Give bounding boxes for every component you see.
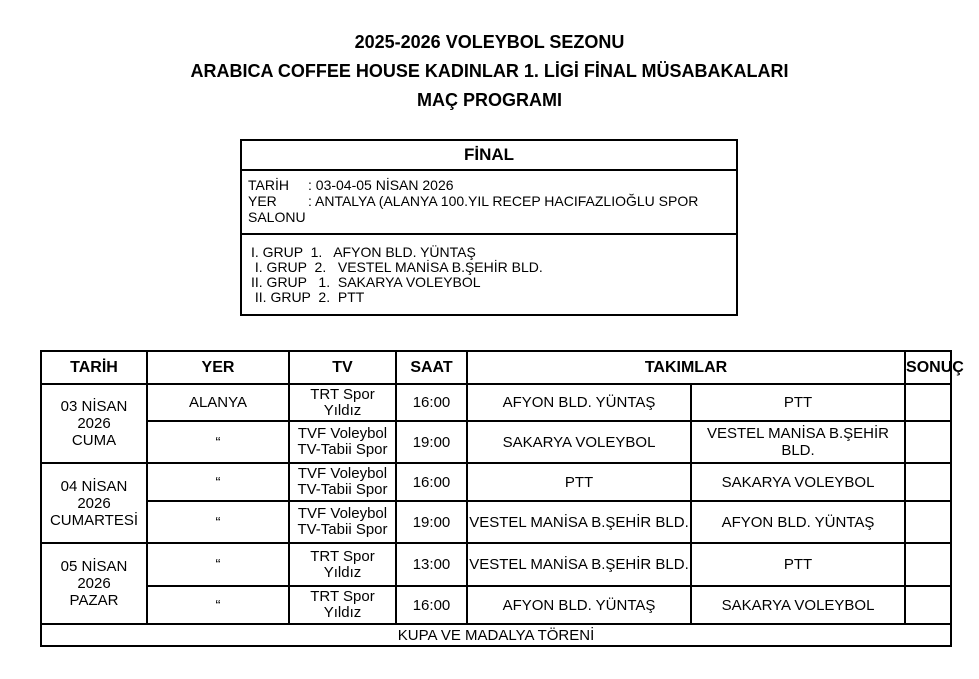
tv-cell [289, 384, 396, 421]
tv-channel: TRT Spor [310, 588, 375, 605]
home-team-cell: PTT [467, 463, 691, 501]
tv-cell [289, 463, 396, 501]
col-header-time: SAAT [396, 351, 467, 384]
home-team-cell: SAKARYA VOLEYBOL [467, 421, 691, 463]
day-year: 2026 [77, 415, 111, 432]
tv-channel: TRT Spor [310, 547, 375, 565]
tv-channel: Yıldız [323, 563, 362, 581]
table-row [41, 384, 951, 421]
place-cell: “ [147, 586, 289, 624]
day-year: 2026 [77, 494, 111, 512]
day-weekday: CUMA [71, 432, 117, 449]
header-program: MAÇ PROGRAMI [417, 90, 562, 110]
place-value: : ANTALYA (ALANYA 100.YIL RECEP HACIFAZLIOĞLU SPOR [308, 193, 699, 209]
result-cell [905, 586, 951, 624]
away-team-cell: PTT [691, 543, 905, 586]
group-entry: I. GRUP 1. AFYON BLD. YÜNTAŞ [251, 244, 476, 260]
result-cell [905, 384, 951, 421]
tv-channel: TV-Tabii Spor [297, 481, 388, 498]
tv-channel: Yıldız [323, 401, 362, 419]
time-cell: 19:00 [396, 421, 467, 463]
day-date: 05 NİSAN [60, 558, 128, 575]
time-cell: 16:00 [396, 384, 467, 421]
tv-channel: TV-Tabii Spor [297, 441, 388, 458]
day-date: 03 NİSAN [60, 398, 128, 415]
away-team-cell: PTT [691, 384, 905, 421]
tv-cell [289, 543, 396, 586]
time-cell: 13:00 [396, 543, 467, 586]
place-cell: ALANYA [147, 384, 289, 421]
ceremony-note: KUPA VE MADALYA TÖRENİ [41, 624, 951, 646]
group-list [242, 235, 736, 305]
day-date: 04 NİSAN [60, 477, 128, 495]
tv-cell [289, 501, 396, 543]
place-cell: “ [147, 421, 289, 463]
result-cell [905, 421, 951, 463]
tv-channel: TVF Voleybol [297, 505, 388, 522]
header-league: ARABICA COFFEE HOUSE KADINLAR 1. LİGİ FİNAL MÜSABAKALARI [190, 61, 789, 81]
result-cell [905, 501, 951, 543]
day-date-cell [41, 463, 147, 543]
tv-cell [289, 421, 396, 463]
place-cell: “ [147, 501, 289, 543]
tv-channel: Yıldız [323, 604, 362, 621]
date-value: : 03-04-05 NİSAN 2026 [308, 177, 454, 193]
home-team-cell: AFYON BLD. YÜNTAŞ [467, 384, 691, 421]
col-header-tv: TV [289, 351, 396, 384]
group-entry: II. GRUP 1. SAKARYA VOLEYBOL [251, 274, 481, 290]
result-cell [905, 463, 951, 501]
date-label: TARİH [248, 177, 289, 193]
footer-row [41, 624, 951, 646]
away-team-cell: AFYON BLD. YÜNTAŞ [691, 501, 905, 543]
col-header-place: YER [147, 351, 289, 384]
table-row [41, 501, 951, 543]
col-header-date: TARİH [41, 351, 147, 384]
final-venue-info [242, 171, 736, 235]
day-weekday: PAZAR [69, 592, 119, 609]
table-row [41, 586, 951, 624]
result-cell [905, 543, 951, 586]
table-header-row [41, 351, 951, 384]
tv-channel: TVF Voleybol [297, 425, 388, 442]
home-team-cell: VESTEL MANİSA B.ŞEHİR BLD. [467, 543, 691, 586]
table-row [41, 543, 951, 586]
match-schedule-table [40, 350, 964, 647]
day-year: 2026 [77, 575, 111, 592]
place-cell: “ [147, 543, 289, 586]
group-entry: II. GRUP 2. PTT [251, 289, 365, 305]
home-team-cell: AFYON BLD. YÜNTAŞ [467, 586, 691, 624]
time-cell: 19:00 [396, 501, 467, 543]
tv-cell [289, 586, 396, 624]
away-team-cell: SAKARYA VOLEYBOL [691, 586, 905, 624]
group-entry: I. GRUP 2. VESTEL MANİSA B.ŞEHİR BLD. [251, 259, 543, 275]
day-date-cell [41, 543, 147, 624]
away-team-cell: VESTEL MANİSA B.ŞEHİR BLD. [691, 421, 905, 463]
time-cell: 16:00 [396, 463, 467, 501]
place-continued: SALONU [248, 209, 306, 225]
away-team-cell: SAKARYA VOLEYBOL [691, 463, 905, 501]
header-season: 2025-2026 VOLEYBOL SEZONU [354, 32, 625, 52]
col-header-teams: TAKIMLAR [467, 351, 905, 384]
col-header-result: SONUÇ [905, 351, 951, 384]
final-info-box [240, 139, 738, 316]
day-weekday: CUMARTESİ [49, 511, 139, 529]
place-label: YER [248, 193, 277, 209]
table-row [41, 463, 951, 501]
tv-channel: TRT Spor [310, 385, 375, 403]
place-cell: “ [147, 463, 289, 501]
table-row [41, 421, 951, 463]
home-team-cell: VESTEL MANİSA B.ŞEHİR BLD. [467, 501, 691, 543]
day-date-cell [41, 384, 147, 463]
tv-channel: TVF Voleybol [297, 465, 388, 482]
time-cell: 16:00 [396, 586, 467, 624]
final-title: FİNAL [242, 141, 736, 171]
tv-channel: TV-Tabii Spor [297, 521, 388, 538]
